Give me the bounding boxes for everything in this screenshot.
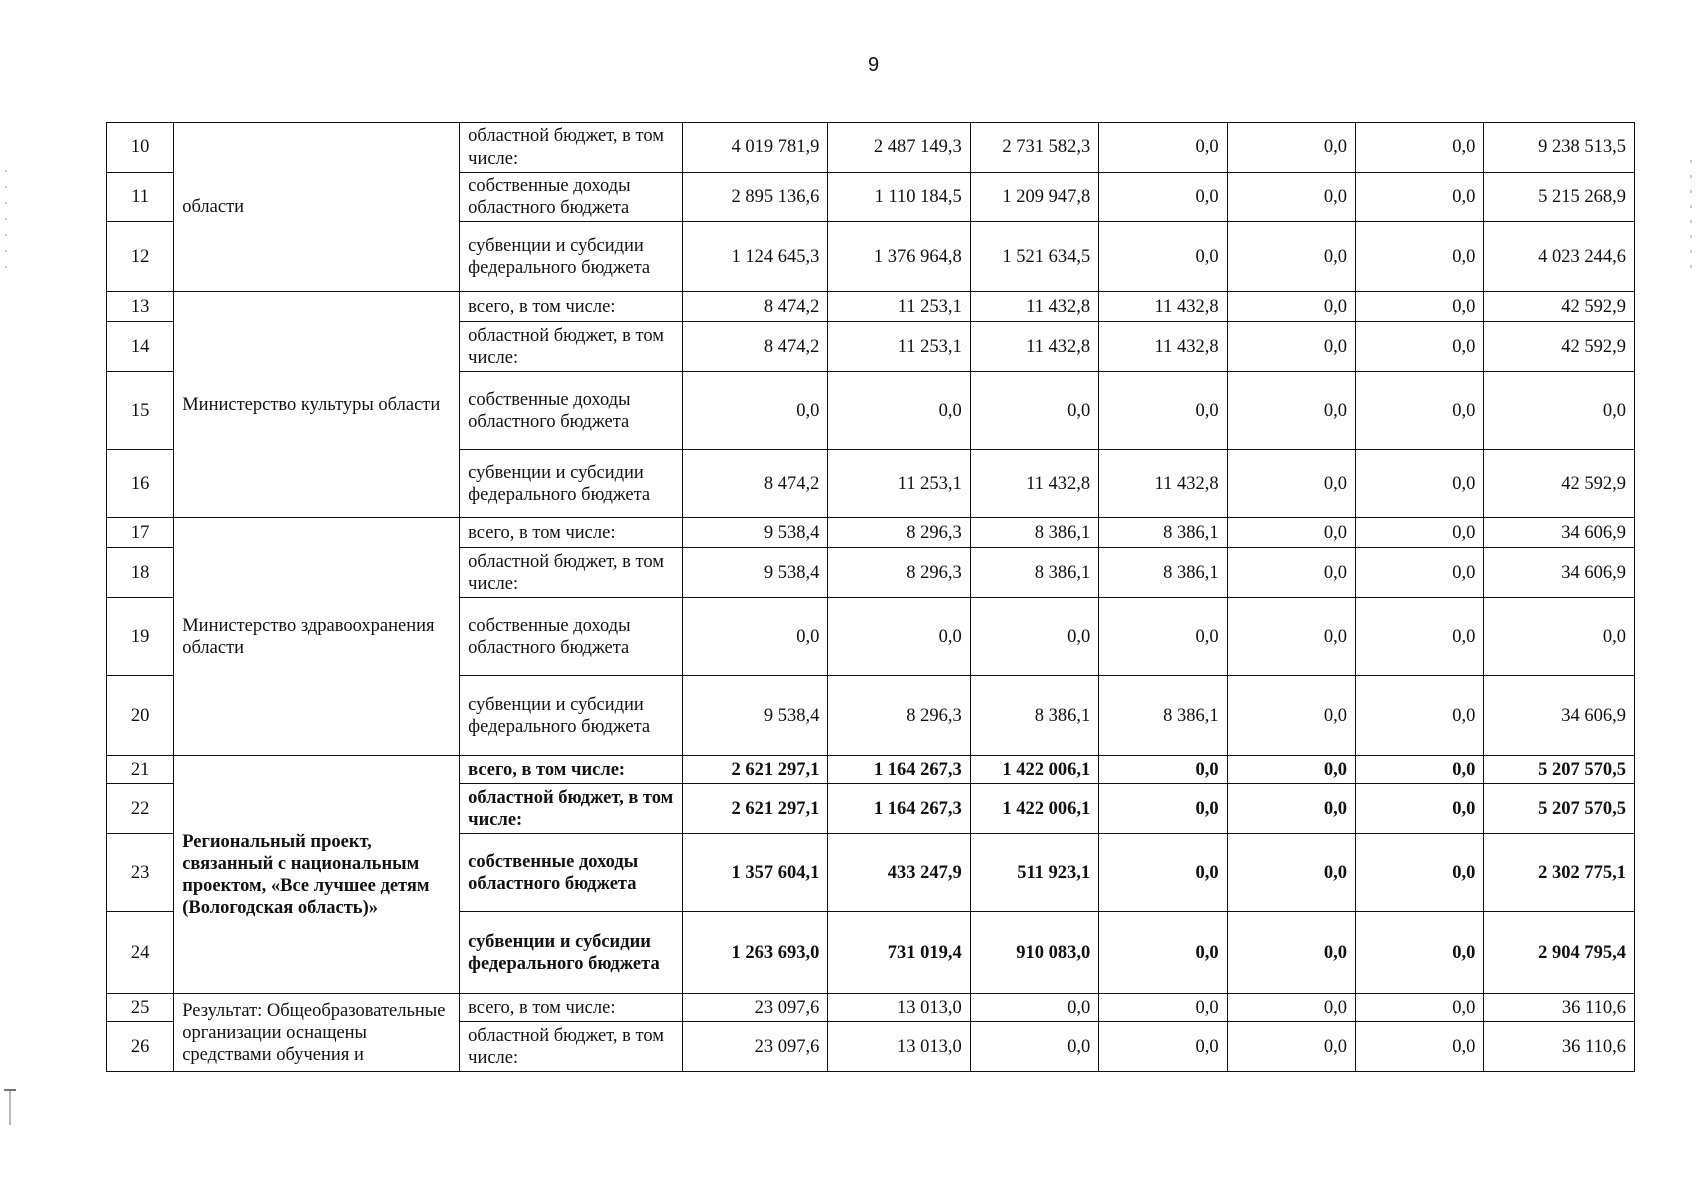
row-number: 26 xyxy=(107,1022,174,1072)
value-cell: 8 474,2 xyxy=(682,292,827,322)
value-cell: 0,0 xyxy=(1227,123,1355,173)
funding-source: всего, в том числе: xyxy=(460,518,683,548)
value-cell: 0,0 xyxy=(828,372,970,450)
value-cell: 9 538,4 xyxy=(682,518,827,548)
value-cell: 23 097,6 xyxy=(682,1022,827,1072)
table-row xyxy=(107,994,1635,1022)
value-cell: 8 386,1 xyxy=(970,518,1098,548)
total-cell: 5 215 268,9 xyxy=(1484,173,1635,222)
value-cell: 0,0 xyxy=(1356,322,1484,372)
row-number: 10 xyxy=(107,123,174,173)
value-cell: 0,0 xyxy=(1227,756,1355,784)
value-cell: 0,0 xyxy=(1227,173,1355,222)
value-cell: 0,0 xyxy=(1099,222,1227,292)
total-cell: 34 606,9 xyxy=(1484,676,1635,756)
page-number: 9 xyxy=(867,54,880,76)
value-cell: 11 432,8 xyxy=(1099,292,1227,322)
value-cell: 2 731 582,3 xyxy=(970,123,1098,173)
value-cell: 0,0 xyxy=(970,994,1098,1022)
value-cell: 0,0 xyxy=(1356,548,1484,598)
row-number: 12 xyxy=(107,222,174,292)
value-cell: 1 124 645,3 xyxy=(682,222,827,292)
value-cell: 0,0 xyxy=(1227,912,1355,994)
value-cell: 0,0 xyxy=(970,1022,1098,1072)
scan-edge-marks-right xyxy=(1685,150,1697,290)
total-cell: 36 110,6 xyxy=(1484,994,1635,1022)
value-cell: 0,0 xyxy=(1356,222,1484,292)
value-cell: 0,0 xyxy=(1227,450,1355,518)
value-cell: 0,0 xyxy=(1356,1022,1484,1072)
value-cell: 0,0 xyxy=(1227,222,1355,292)
total-cell: 9 238 513,5 xyxy=(1484,123,1635,173)
funding-source: областной бюджет, в том числе: xyxy=(460,784,683,834)
value-cell: 0,0 xyxy=(1356,292,1484,322)
value-cell: 13 013,0 xyxy=(828,994,970,1022)
value-cell: 8 386,1 xyxy=(1099,518,1227,548)
funding-source: всего, в том числе: xyxy=(460,756,683,784)
funding-source: собственные доходы областного бюджета xyxy=(460,598,683,676)
funding-source: всего, в том числе: xyxy=(460,994,683,1022)
row-number: 13 xyxy=(107,292,174,322)
value-cell: 0,0 xyxy=(1356,450,1484,518)
value-cell: 0,0 xyxy=(1099,756,1227,784)
total-cell: 5 207 570,5 xyxy=(1484,756,1635,784)
total-cell: 34 606,9 xyxy=(1484,548,1635,598)
table-row xyxy=(107,123,1635,173)
funding-source: субвенции и субсидии федерального бюджета xyxy=(460,222,683,292)
value-cell: 1 422 006,1 xyxy=(970,784,1098,834)
value-cell: 0,0 xyxy=(1099,173,1227,222)
organization-cell: Министерство культуры области xyxy=(174,292,460,518)
funding-source: областной бюджет, в том числе: xyxy=(460,123,683,173)
total-cell: 42 592,9 xyxy=(1484,450,1635,518)
value-cell: 8 386,1 xyxy=(970,548,1098,598)
total-cell: 36 110,6 xyxy=(1484,1022,1635,1072)
budget-table xyxy=(106,122,1635,1072)
value-cell: 0,0 xyxy=(1356,834,1484,912)
funding-source: собственные доходы областного бюджета xyxy=(460,834,683,912)
value-cell: 0,0 xyxy=(1099,994,1227,1022)
funding-source: областной бюджет, в том числе: xyxy=(460,548,683,598)
value-cell: 1 521 634,5 xyxy=(970,222,1098,292)
value-cell: 511 923,1 xyxy=(970,834,1098,912)
value-cell: 8 296,3 xyxy=(828,676,970,756)
value-cell: 731 019,4 xyxy=(828,912,970,994)
table-row xyxy=(107,756,1635,784)
value-cell: 0,0 xyxy=(1227,1022,1355,1072)
value-cell: 0,0 xyxy=(1227,834,1355,912)
row-number: 24 xyxy=(107,912,174,994)
value-cell: 11 253,1 xyxy=(828,450,970,518)
total-cell: 5 207 570,5 xyxy=(1484,784,1635,834)
table-row xyxy=(107,518,1635,548)
row-number: 23 xyxy=(107,834,174,912)
value-cell: 0,0 xyxy=(1227,784,1355,834)
value-cell: 0,0 xyxy=(970,598,1098,676)
total-cell: 0,0 xyxy=(1484,372,1635,450)
organization-cell: Результат: Общеобразовательные организации оснащены средствами обучения и xyxy=(174,994,460,1072)
value-cell: 0,0 xyxy=(1356,756,1484,784)
row-number: 14 xyxy=(107,322,174,372)
value-cell: 0,0 xyxy=(1227,548,1355,598)
value-cell: 0,0 xyxy=(1227,676,1355,756)
value-cell: 8 474,2 xyxy=(682,322,827,372)
value-cell: 1 209 947,8 xyxy=(970,173,1098,222)
row-number: 16 xyxy=(107,450,174,518)
value-cell: 0,0 xyxy=(1356,676,1484,756)
value-cell: 0,0 xyxy=(1099,912,1227,994)
value-cell: 2 621 297,1 xyxy=(682,784,827,834)
organization-cell: области xyxy=(174,123,460,292)
value-cell: 1 357 604,1 xyxy=(682,834,827,912)
value-cell: 0,0 xyxy=(1227,518,1355,548)
value-cell: 0,0 xyxy=(1099,123,1227,173)
value-cell: 0,0 xyxy=(1099,1022,1227,1072)
value-cell: 1 422 006,1 xyxy=(970,756,1098,784)
organization-cell: Региональный проект, связанный с национальным проектом, «Все лучшее детям (Вологодская область)» xyxy=(174,756,460,994)
value-cell: 0,0 xyxy=(1099,598,1227,676)
funding-source: всего, в том числе: xyxy=(460,292,683,322)
value-cell: 2 487 149,3 xyxy=(828,123,970,173)
value-cell: 2 895 136,6 xyxy=(682,173,827,222)
value-cell: 1 164 267,3 xyxy=(828,784,970,834)
row-number: 15 xyxy=(107,372,174,450)
value-cell: 0,0 xyxy=(1356,123,1484,173)
total-cell: 34 606,9 xyxy=(1484,518,1635,548)
value-cell: 23 097,6 xyxy=(682,994,827,1022)
value-cell: 1 110 184,5 xyxy=(828,173,970,222)
value-cell: 8 386,1 xyxy=(1099,548,1227,598)
organization-cell: Министерство здравоохранения области xyxy=(174,518,460,756)
value-cell: 1 164 267,3 xyxy=(828,756,970,784)
value-cell: 0,0 xyxy=(1099,372,1227,450)
funding-source: областной бюджет, в том числе: xyxy=(460,1022,683,1072)
value-cell: 0,0 xyxy=(1356,994,1484,1022)
row-number: 18 xyxy=(107,548,174,598)
value-cell: 11 253,1 xyxy=(828,322,970,372)
value-cell: 8 474,2 xyxy=(682,450,827,518)
value-cell: 1 263 693,0 xyxy=(682,912,827,994)
value-cell: 0,0 xyxy=(682,598,827,676)
scan-edge-marks xyxy=(0,150,20,1130)
value-cell: 8 296,3 xyxy=(828,518,970,548)
value-cell: 1 376 964,8 xyxy=(828,222,970,292)
value-cell: 0,0 xyxy=(682,372,827,450)
total-cell: 2 904 795,4 xyxy=(1484,912,1635,994)
row-number: 20 xyxy=(107,676,174,756)
value-cell: 0,0 xyxy=(1227,598,1355,676)
value-cell: 0,0 xyxy=(1099,834,1227,912)
funding-source: субвенции и субсидии федерального бюджета xyxy=(460,450,683,518)
value-cell: 9 538,4 xyxy=(682,676,827,756)
value-cell: 0,0 xyxy=(1356,372,1484,450)
total-cell: 42 592,9 xyxy=(1484,292,1635,322)
row-number: 19 xyxy=(107,598,174,676)
total-cell: 0,0 xyxy=(1484,598,1635,676)
row-number: 25 xyxy=(107,994,174,1022)
value-cell: 11 432,8 xyxy=(970,450,1098,518)
value-cell: 0,0 xyxy=(1227,322,1355,372)
value-cell: 0,0 xyxy=(1356,912,1484,994)
row-number: 22 xyxy=(107,784,174,834)
total-cell: 42 592,9 xyxy=(1484,322,1635,372)
value-cell: 9 538,4 xyxy=(682,548,827,598)
value-cell: 0,0 xyxy=(828,598,970,676)
funding-source: субвенции и субсидии федерального бюджета xyxy=(460,676,683,756)
value-cell: 433 247,9 xyxy=(828,834,970,912)
value-cell: 0,0 xyxy=(970,372,1098,450)
value-cell: 0,0 xyxy=(1356,598,1484,676)
value-cell: 13 013,0 xyxy=(828,1022,970,1072)
value-cell: 4 019 781,9 xyxy=(682,123,827,173)
value-cell: 0,0 xyxy=(1227,994,1355,1022)
total-cell: 4 023 244,6 xyxy=(1484,222,1635,292)
value-cell: 0,0 xyxy=(1227,372,1355,450)
value-cell: 0,0 xyxy=(1227,292,1355,322)
value-cell: 8 386,1 xyxy=(970,676,1098,756)
value-cell: 11 432,8 xyxy=(970,292,1098,322)
funding-source: субвенции и субсидии федерального бюджета xyxy=(460,912,683,994)
value-cell: 0,0 xyxy=(1356,518,1484,548)
value-cell: 11 432,8 xyxy=(1099,450,1227,518)
value-cell: 0,0 xyxy=(1356,173,1484,222)
value-cell: 2 621 297,1 xyxy=(682,756,827,784)
table-row xyxy=(107,292,1635,322)
total-cell: 2 302 775,1 xyxy=(1484,834,1635,912)
funding-source: областной бюджет, в том числе: xyxy=(460,322,683,372)
value-cell: 11 253,1 xyxy=(828,292,970,322)
value-cell: 910 083,0 xyxy=(970,912,1098,994)
value-cell: 8 296,3 xyxy=(828,548,970,598)
value-cell: 11 432,8 xyxy=(970,322,1098,372)
value-cell: 0,0 xyxy=(1356,784,1484,834)
value-cell: 0,0 xyxy=(1099,784,1227,834)
row-number: 11 xyxy=(107,173,174,222)
value-cell: 8 386,1 xyxy=(1099,676,1227,756)
row-number: 17 xyxy=(107,518,174,548)
row-number: 21 xyxy=(107,756,174,784)
value-cell: 11 432,8 xyxy=(1099,322,1227,372)
funding-source: собственные доходы областного бюджета xyxy=(460,173,683,222)
funding-source: собственные доходы областного бюджета xyxy=(460,372,683,450)
